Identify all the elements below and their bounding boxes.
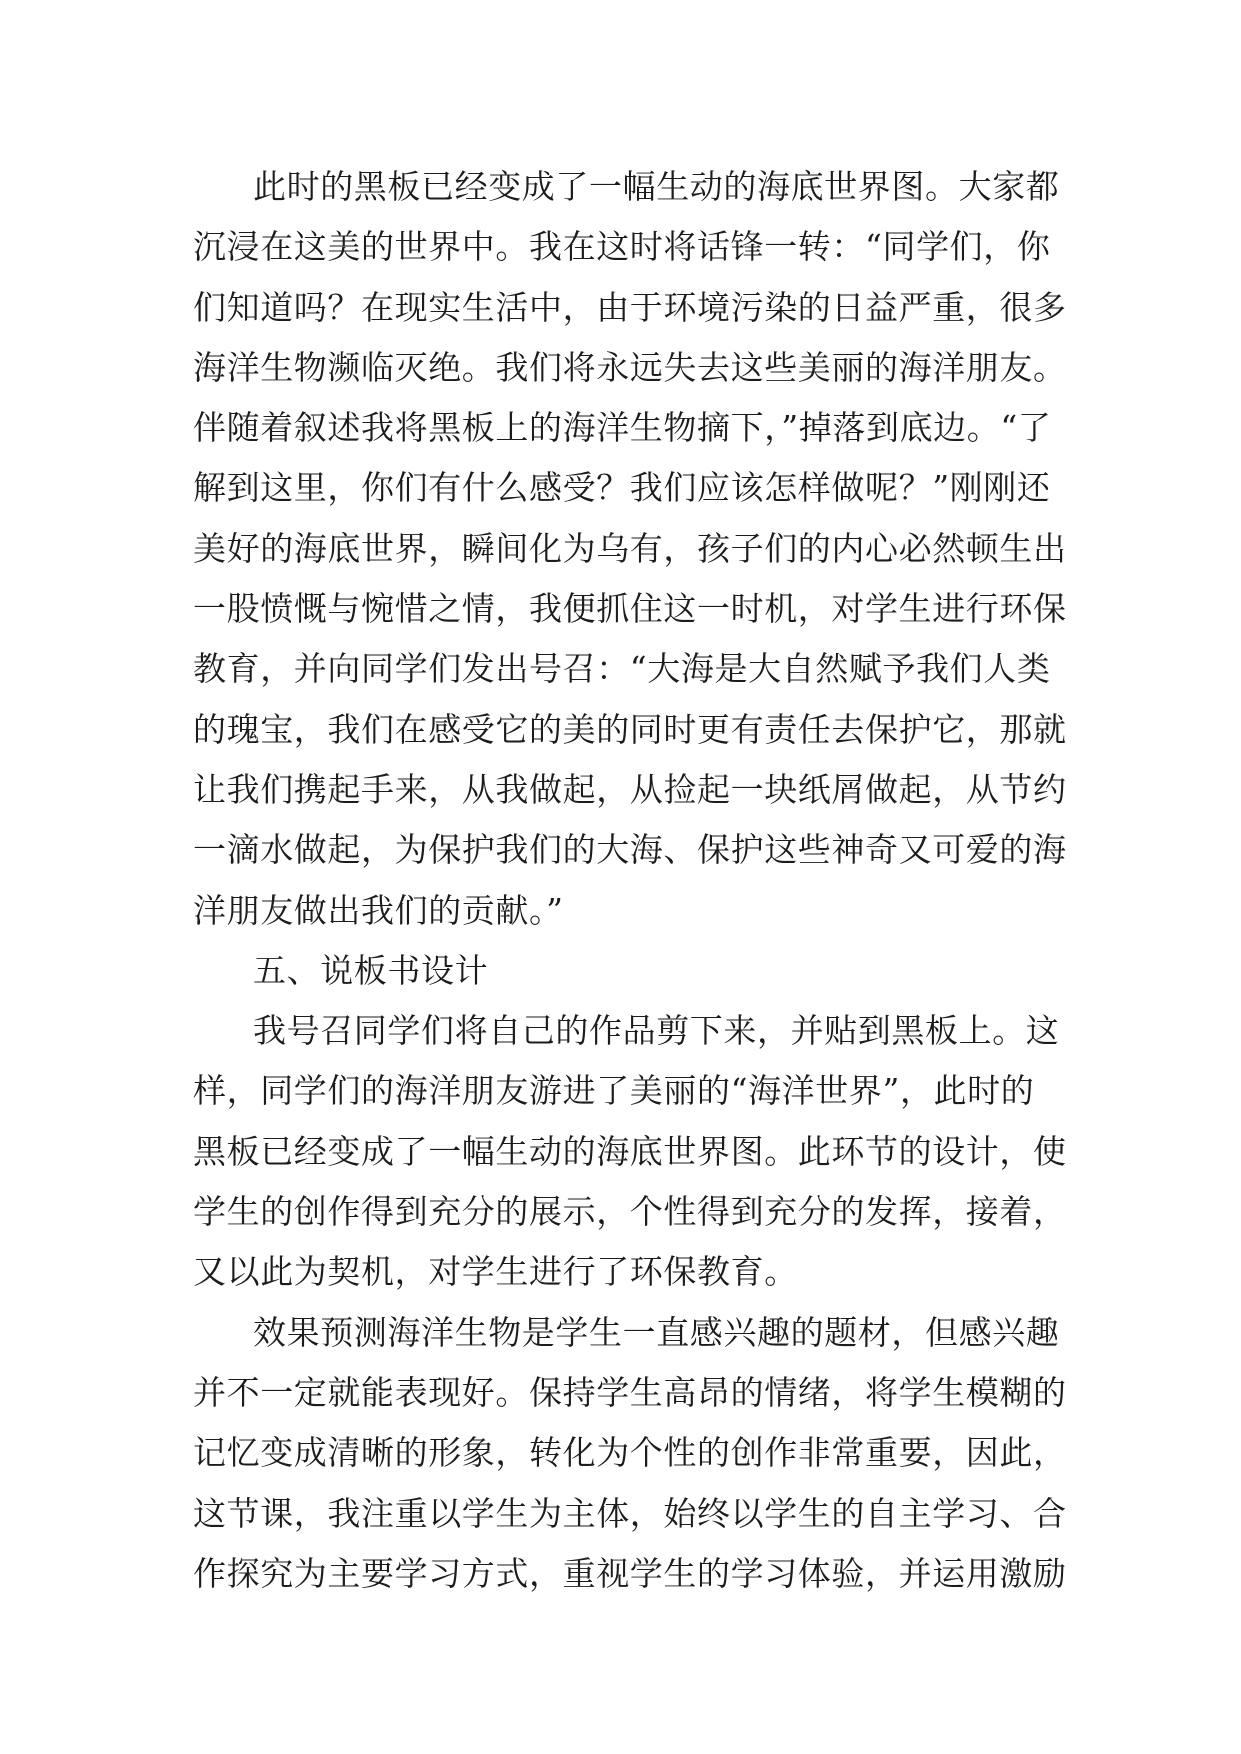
text-line: 学生的创作得到充分的展示，个性得到充分的发挥，接着， (193, 1192, 1067, 1232)
section-heading-text: 五、说板书设计 (253, 950, 489, 990)
section-heading (193, 941, 1053, 1001)
text-line: 又以此为契机，对学生进行了环保教育。 (193, 1252, 798, 1292)
text-line: 让我们携起手来，从我做起，从捡起一块纸屑做起，从节约 (193, 769, 1067, 809)
text-line: 的瑰宝，我们在感受它的美的同时更有责任去保护它，那就 (193, 709, 1067, 749)
text-line: 伴随着叙述我将黑板上的海洋生物摘下，”掉落到底边。“了 (193, 408, 1052, 448)
text-line: 记忆变成清晰的形象，转化为个性的创作非常重要，因此， (193, 1433, 1067, 1473)
text-line: 教育，并向同学们发出号召：“大海是大自然赋予我们人类 (193, 649, 1051, 689)
paragraph-blackboard-scene (193, 157, 1067, 941)
text-line: 一股愤慨与惋惜之情，我便抓住这一时机，对学生进行环保 (193, 589, 1067, 629)
text-line: 美好的海底世界，瞬间化为乌有，孩子们的内心必然顿生出 (193, 528, 1067, 568)
paragraph-effect-prediction (193, 1303, 1067, 1604)
text-line: 并不一定就能表现好。保持学生高昂的情绪，将学生模糊的 (193, 1372, 1067, 1412)
document-body (193, 157, 1067, 1604)
text-line: 解到这里，你们有什么感受？我们应该怎样做呢？”刚刚还 (193, 468, 1051, 508)
text-line: 作探究为主要学习方式，重视学生的学习体验，并运用激励 (193, 1553, 1067, 1593)
text-line: 效果预测海洋生物是学生一直感兴趣的题材，但感兴趣 (253, 1312, 1060, 1352)
text-line: 沉浸在这美的世界中。我在这时将话锋一转：“同学们，你 (193, 227, 1051, 267)
text-line: 黑板已经变成了一幅生动的海底世界图。此环节的设计，使 (193, 1131, 1067, 1171)
text-line: 此时的黑板已经变成了一幅生动的海底世界图。大家都 (253, 167, 1060, 206)
text-line: 海洋生物濒临灭绝。我们将永远失去这些美丽的海洋朋友。 (193, 347, 1067, 387)
text-line: 我号召同学们将自己的作品剪下来，并贴到黑板上。这 (253, 1011, 1060, 1051)
text-line: 样，同学们的海洋朋友游进了美丽的“海洋世界”，此时的 (193, 1071, 1035, 1111)
text-line: 这节课，我注重以学生为主体，始终以学生的自主学习、合 (193, 1493, 1067, 1533)
paragraph-board-design (193, 1001, 1067, 1302)
text-line: 一滴水做起，为保护我们的大海、保护这些神奇又可爱的海 (193, 830, 1067, 870)
text-line: 洋朋友做出我们的贡献。” (193, 890, 564, 930)
text-line: 们知道吗？在现实生活中，由于环境污染的日益严重，很多 (193, 287, 1067, 327)
